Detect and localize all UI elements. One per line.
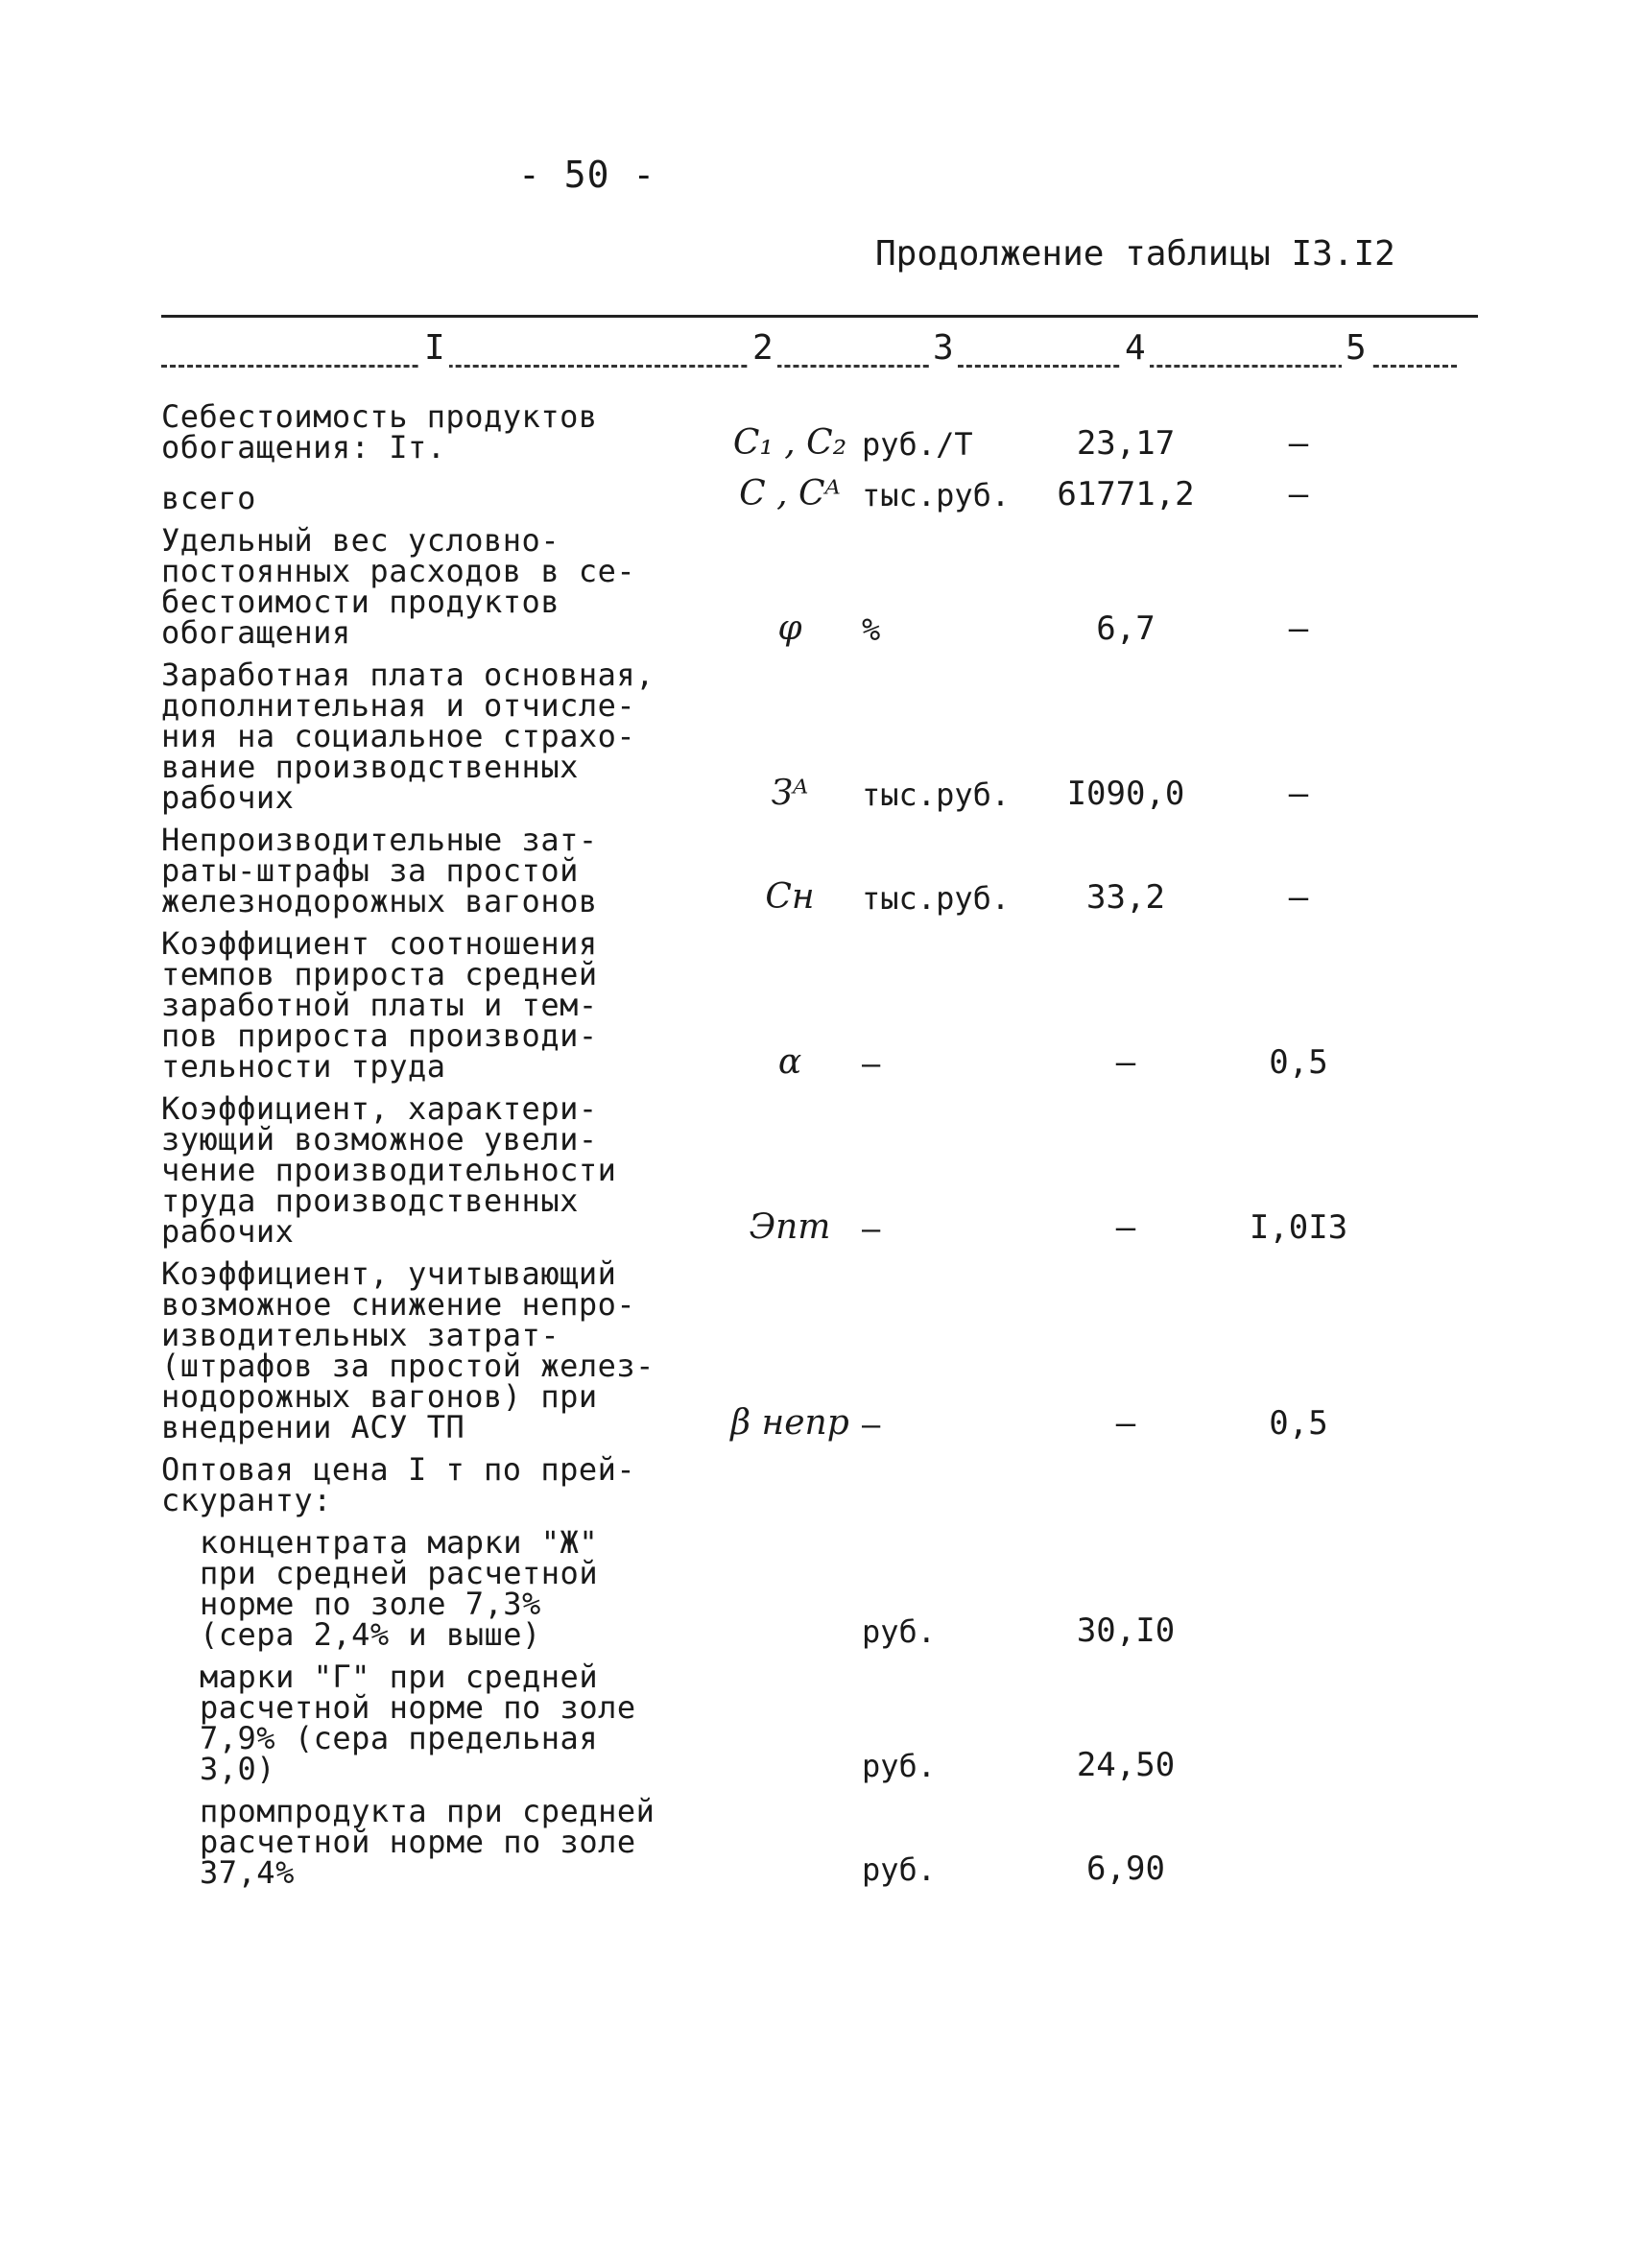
cell-c3: – [862, 1210, 881, 1247]
table-row [161, 1524, 1478, 1653]
cell-c4: 24,50 [1076, 1746, 1176, 1784]
cell-c2: C₁ , C₂ [732, 423, 847, 463]
cell-c3: – [862, 1045, 881, 1082]
cell-c3: % [862, 611, 881, 648]
cell-c2: β непр [730, 1403, 849, 1443]
cell-c2: Эпт [749, 1207, 831, 1247]
cell-c1: концентрата марки "Ж" при средней расчетной норме по золе 7,3% (сера 2,4% и выше) [200, 1524, 599, 1653]
page-number: - 50 - [518, 154, 656, 196]
cell-c4: 6,7 [1096, 609, 1156, 648]
cell-c1: Коэффициент, учитывающий возможное снижение непро- изводительных затрат- (штрафов за простой желез- нодорожных вагонов) при внедрении АСУ ТП [161, 1255, 655, 1445]
cell-c2: Cн [765, 877, 815, 917]
column-header-4: 4 [1121, 328, 1150, 368]
cell-c4: – [1115, 1404, 1136, 1443]
cell-c4: – [1115, 1043, 1136, 1082]
cell-c1: Непроизводительные зат- раты-штрафы за простой железнодорожных вагонов [161, 822, 598, 919]
cell-c1: Заработная плата основная, дополнительная и отчисле- ния на социальное страхо- вание производственных рабочих [161, 657, 655, 816]
cell-c4: I090,0 [1066, 775, 1185, 813]
cell-c1: Коэффициент соотношения темпов прироста средней заработной платы и тем- пов прироста производи- тельности труда [161, 925, 598, 1085]
cell-c5: – [1288, 878, 1309, 917]
cell-c4: 23,17 [1076, 424, 1176, 463]
table-row [161, 925, 1478, 1085]
cell-c2: C , Cᴬ [739, 474, 841, 513]
cell-c3: руб. [862, 1613, 937, 1650]
cell-c5: – [1288, 424, 1309, 463]
cell-c1: Себестоимость продуктов обогащения: Iт. [161, 398, 598, 466]
column-header-3: 3 [929, 328, 958, 368]
table-top-rule [161, 315, 1478, 318]
cell-c1: марки "Г" при средней расчетной норме по золе 7,9% (сера предельная 3,0) [200, 1659, 636, 1787]
cell-c1: всего [161, 480, 256, 516]
cell-c5: 0,5 [1269, 1043, 1328, 1082]
table-body [161, 398, 1478, 1899]
table-row [161, 1793, 1478, 1891]
cell-c4: – [1115, 1208, 1136, 1247]
cell-c5: – [1288, 775, 1309, 813]
cell-c2: φ [777, 609, 802, 648]
cell-c4: 30,I0 [1076, 1611, 1176, 1650]
table-header [161, 328, 1478, 376]
cell-c3: руб. [862, 1851, 937, 1888]
cell-c4: 33,2 [1086, 878, 1165, 917]
cell-c2: Зᴬ [771, 774, 809, 813]
cell-c3: тыс.руб. [862, 477, 1011, 513]
table-continuation-title: Продолжение таблицы I3.I2 [875, 234, 1395, 274]
cell-c1: Удельный вес условно- постоянных расходов в се- бестоимости продуктов обогащения [161, 522, 636, 651]
cell-c1: промпродукта при средней расчетной норме по золе 37,4% [200, 1793, 655, 1891]
cell-c1: Оптовая цена I т по прей- скуранту: [161, 1451, 636, 1518]
table-row [161, 398, 1478, 466]
cell-c2: α [777, 1042, 802, 1082]
table-row [161, 474, 1478, 516]
column-header-2: 2 [749, 328, 777, 368]
cell-c4: 61771,2 [1057, 475, 1195, 513]
cell-c5: – [1288, 609, 1309, 648]
cell-c5: I,0I3 [1249, 1208, 1348, 1247]
table-row [161, 522, 1478, 651]
column-header-5: 5 [1342, 328, 1370, 368]
column-header-1: I [420, 328, 449, 368]
table-row [161, 824, 1478, 917]
cell-c3: – [862, 1406, 881, 1443]
table-row [161, 657, 1478, 816]
header-dashed-rule [161, 365, 1457, 368]
cell-c1: Коэффициент, характери- зующий возможное увели- чение производительности труда производственных рабочих [161, 1090, 617, 1250]
cell-c3: руб. [862, 1748, 937, 1784]
table-row [161, 1255, 1478, 1445]
cell-c3: тыс.руб. [862, 776, 1011, 813]
cell-c3: руб./Т [862, 426, 973, 463]
cell-c5: 0,5 [1269, 1404, 1328, 1443]
table-row [161, 1451, 1478, 1518]
cell-c4: 6,90 [1086, 1850, 1165, 1888]
table-row [161, 1090, 1478, 1250]
cell-c3: тыс.руб. [862, 880, 1011, 917]
cell-c5: – [1288, 475, 1309, 513]
table-row [161, 1659, 1478, 1787]
